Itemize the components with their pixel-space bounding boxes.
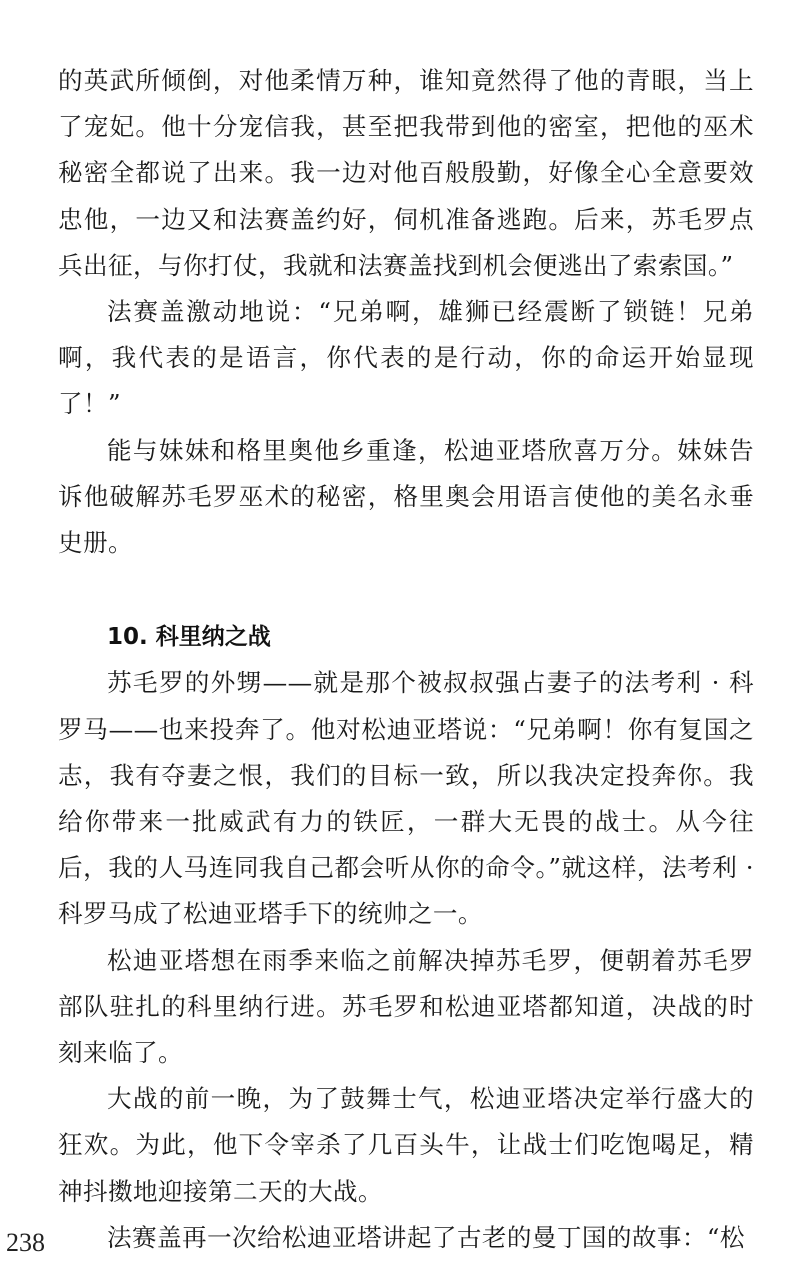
paragraph-nephew: 苏毛罗的外甥——就是那个被叔叔强占妻子的法考利 · 科罗马——也来投奔了。他对松迪亚塔说：“兄弟啊！你有复国之志，我有夺妻之恨，我们的目标一致，所以我决定投奔你。我给你带来一批威武有力的铁匠，一群大无畏的战士。从今往后，我的人马连同我自己都会听从你的命令。”就这样，法考利 · 科罗马成了松迪亚塔手下的统帅之一。 xyxy=(58,668,754,929)
page-number: 238 xyxy=(6,1228,45,1257)
paragraph-fasaigai-speech: 法赛盖激动地说：“兄弟啊，雄狮已经震断了锁链！兄弟啊，我代表的是语言，你代表的是行动，你的命运开始显现了！” xyxy=(58,297,754,419)
paragraph-story: 法赛盖再一次给松迪亚塔讲起了古老的曼丁国的故事：“松 xyxy=(107,1222,745,1252)
paragraph-continuation: 的英武所倾倒，对他柔情万种，谁知竟然得了他的青眼，当上了宠妃。他十分宠信我，甚至把我带到他的密室，把他的巫术秘密全都说了出来。我一边对他百般殷勤，好像全心全意要效忠他，一边又和法赛盖约好，伺机准备逃跑。后来，苏毛罗点兵出征，与你打仗，我就和法赛盖找到机会便逃出了索索国。” xyxy=(58,66,754,280)
paragraph-reunion: 能与妹妹和格里奥他乡重逢，松迪亚塔欣喜万分。妹妹告诉他破解苏毛罗巫术的秘密，格里奥会用语言使他的美名永垂史册。 xyxy=(58,435,754,558)
section-spacer xyxy=(58,566,754,614)
page-body xyxy=(58,58,754,1261)
paragraph-march: 松迪亚塔想在雨季来临之前解决掉苏毛罗，便朝着苏毛罗部队驻扎的科里纳行进。苏毛罗和松迪亚塔都知道，决战的时刻来临了。 xyxy=(58,945,754,1068)
section-heading: 10. 科里纳之战 xyxy=(107,624,271,651)
paragraph-feast: 大战的前一晚，为了鼓舞士气，松迪亚塔决定举行盛大的狂欢。为此，他下令宰杀了几百头牛，让战士们吃饱喝足，精神抖擞地迎接第二天的大战。 xyxy=(58,1084,754,1206)
